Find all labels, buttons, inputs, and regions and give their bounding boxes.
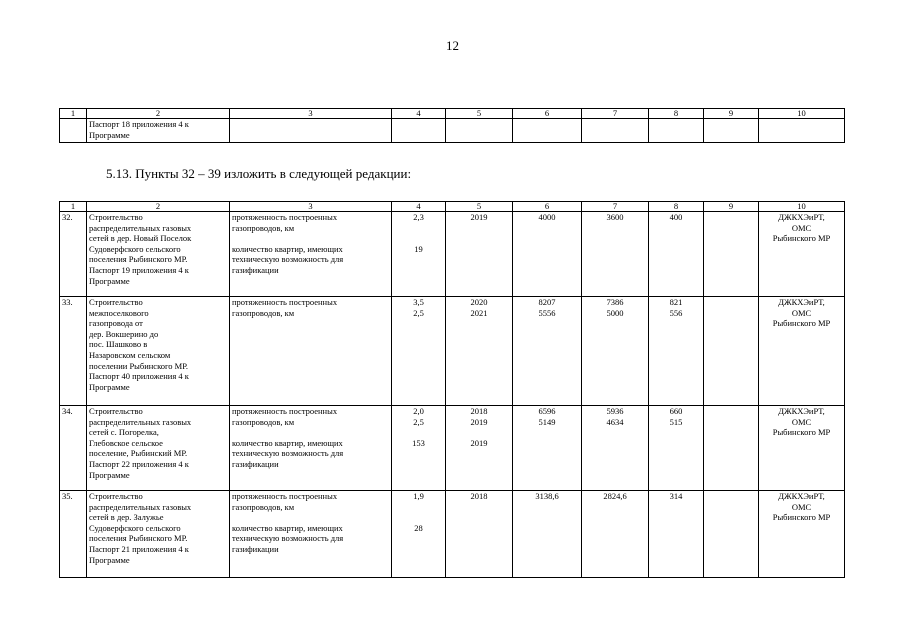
amount-col7: 3600 (582, 212, 649, 297)
column-number-row (60, 109, 845, 119)
table-row (60, 491, 845, 578)
measure-name: Строительство распределительных газовых сетей в дер. Новый Поселок Судоверфского сельского поселения Рыбинского МР. Паспорт 19 приложения 4 к Программе (87, 212, 230, 297)
column-number: 3 (230, 202, 392, 212)
column-number: 9 (704, 109, 759, 119)
section-heading: 5.13. Пункты 32 – 39 изложить в следующей редакции: (106, 166, 412, 181)
measures-table (59, 201, 845, 578)
indicator: протяженность построенных газопроводов, км количество квартир, имеющих техническую возможность для газификации (230, 406, 392, 491)
column-number: 1 (60, 202, 87, 212)
year: 2018 (446, 491, 513, 578)
empty-cell (446, 119, 513, 143)
column-number: 8 (649, 109, 704, 119)
executor: ДЖКХЭиРТ, ОМС Рыбинского МР (759, 212, 845, 297)
amount-col6: 6596 5149 (513, 406, 582, 491)
measure-name: Строительство межпоселкового газопровода от дер. Вокшерино до пос. Шашково в Назаровском сельском поселении Рыбинского МР. Паспорт 40 приложения 4 к Программе (87, 297, 230, 406)
indicator-value: 1,9 28 (392, 491, 446, 578)
column-number: 1 (60, 109, 87, 119)
year: 2018 2019 2019 (446, 406, 513, 491)
column-number: 3 (230, 109, 392, 119)
year: 2020 2021 (446, 297, 513, 406)
table-row (60, 406, 845, 491)
column-number: 2 (87, 109, 230, 119)
column-number: 5 (446, 202, 513, 212)
amount-col9 (704, 406, 759, 491)
amount-col8: 400 (649, 212, 704, 297)
column-number: 4 (392, 109, 446, 119)
table-row (60, 212, 845, 297)
row-number: 32. (60, 212, 87, 297)
empty-cell (649, 119, 704, 143)
amount-col9 (704, 491, 759, 578)
row-number: 34. (60, 406, 87, 491)
amount-col8: 660 515 (649, 406, 704, 491)
measure-name: Строительство распределительных газовых сетей с. Погорелка, Глебовское сельское поселение, Рыбинский МР. Паспорт 22 приложения 4 к Программе (87, 406, 230, 491)
empty-cell (704, 119, 759, 143)
column-number: 10 (759, 202, 845, 212)
amount-col9 (704, 297, 759, 406)
indicator: протяженность построенных газопроводов, км (230, 297, 392, 406)
empty-cell (582, 119, 649, 143)
amount-col7: 7386 5000 (582, 297, 649, 406)
indicator-value: 3,5 2,5 (392, 297, 446, 406)
column-number: 4 (392, 202, 446, 212)
empty-cell (392, 119, 446, 143)
empty-cell (230, 119, 392, 143)
measure-name: Строительство распределительных газовых сетей в дер. Залужье Судоверфского сельского поселения Рыбинского МР. Паспорт 21 приложения 4 к Программе (87, 491, 230, 578)
amount-col6: 8207 5556 (513, 297, 582, 406)
column-number: 6 (513, 109, 582, 119)
indicator-value: 2,0 2,5 153 (392, 406, 446, 491)
indicator: протяженность построенных газопроводов, км количество квартир, имеющих техническую возможность для газификации (230, 491, 392, 578)
column-number: 7 (582, 109, 649, 119)
year: 2019 (446, 212, 513, 297)
executor: ДЖКХЭиРТ, ОМС Рыбинского МР (759, 406, 845, 491)
amount-col6: 3138,6 (513, 491, 582, 578)
executor: ДЖКХЭиРТ, ОМС Рыбинского МР (759, 297, 845, 406)
column-number-row (60, 202, 845, 212)
column-number: 2 (87, 202, 230, 212)
amount-col6: 4000 (513, 212, 582, 297)
page-number: 12 (446, 38, 459, 53)
amount-col8: 821 556 (649, 297, 704, 406)
executor: ДЖКХЭиРТ, ОМС Рыбинского МР (759, 491, 845, 578)
row-number (60, 119, 87, 143)
row-number: 33. (60, 297, 87, 406)
row-number: 35. (60, 491, 87, 578)
column-number: 7 (582, 202, 649, 212)
column-number: 10 (759, 109, 845, 119)
amount-col7: 5936 4634 (582, 406, 649, 491)
column-number: 9 (704, 202, 759, 212)
table-row (60, 297, 845, 406)
measure-name: Паспорт 18 приложения 4 к Программе (87, 119, 230, 143)
table-row (60, 119, 845, 143)
amount-col8: 314 (649, 491, 704, 578)
column-number: 8 (649, 202, 704, 212)
empty-cell (513, 119, 582, 143)
column-number: 6 (513, 202, 582, 212)
empty-cell (759, 119, 845, 143)
column-number: 5 (446, 109, 513, 119)
indicator: протяженность построенных газопроводов, км количество квартир, имеющих техническую возможность для газификации (230, 212, 392, 297)
indicator-value: 2,3 19 (392, 212, 446, 297)
continuation-table (59, 108, 845, 143)
amount-col7: 2824,6 (582, 491, 649, 578)
amount-col9 (704, 212, 759, 297)
